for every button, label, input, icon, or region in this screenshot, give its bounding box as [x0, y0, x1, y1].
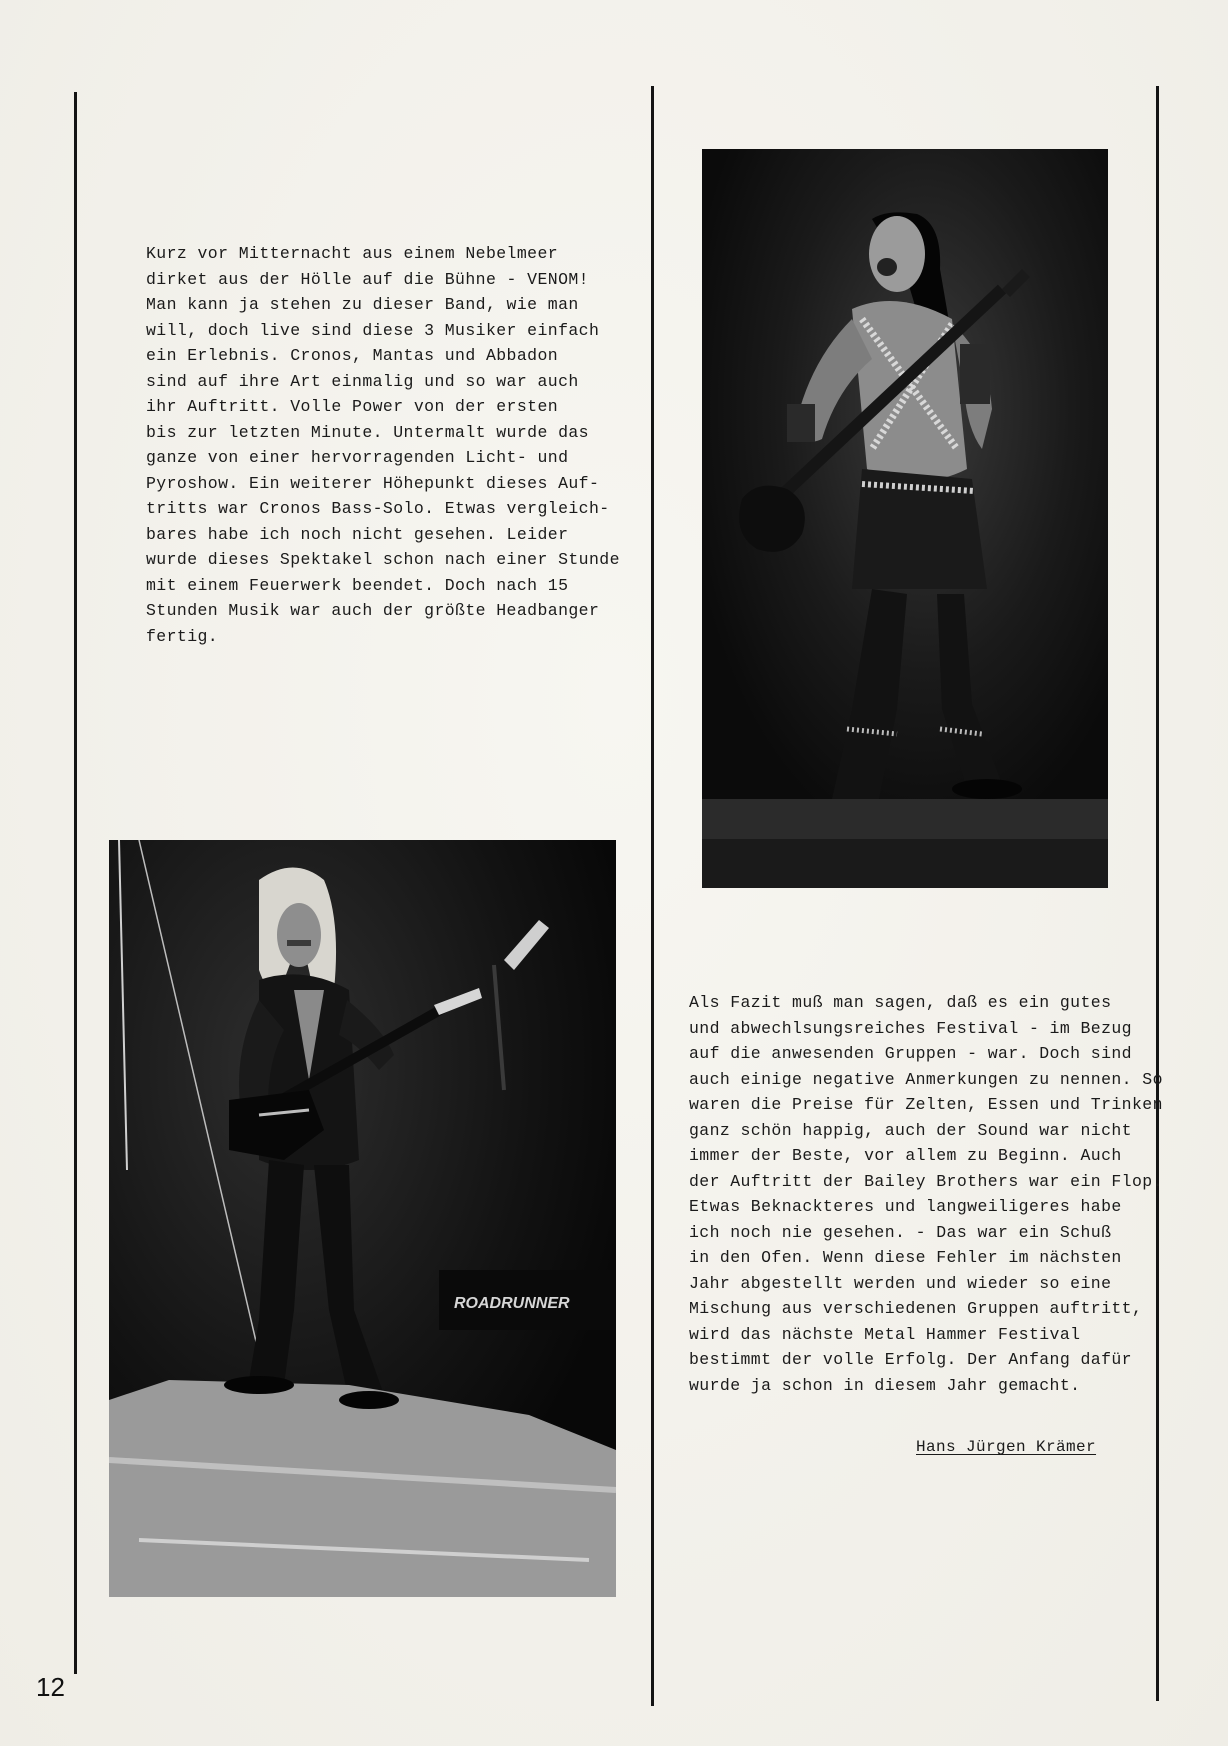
- guitarist-photo-image: [109, 840, 616, 1597]
- venom-paragraph-line: Kurz vor Mitternacht aus einem Nebelmeer: [146, 244, 559, 263]
- conclusion-paragraph-line: wird das nächste Metal Hammer Festival: [689, 1324, 1081, 1344]
- venom-paragraph-line: dirket aus der Hölle auf die Bühne - VENOM!: [146, 269, 589, 289]
- conclusion-paragraph-line: bestimmt der volle Erfolg. Der Anfang dafür: [689, 1350, 1132, 1369]
- conclusion-paragraph-line: Als Fazit muß man sagen, daß es ein gutes: [689, 993, 1112, 1012]
- conclusion-paragraph-line: Mischung aus verschiedenen Gruppen auftritt,: [689, 1299, 1143, 1318]
- page-number: 12: [36, 1672, 65, 1702]
- venom-paragraph-line: bares habe ich noch nicht gesehen. Leider: [146, 524, 569, 544]
- conclusion-paragraph-line: Jahr abgestellt werden und wieder so eine: [689, 1273, 1112, 1293]
- conclusion-paragraph-line: und abwechlsungsreiches Festival - im Bezug: [689, 1018, 1132, 1038]
- venom-paragraph-line: will, doch live sind diese 3 Musiker einfach: [146, 320, 600, 340]
- conclusion-paragraph-line: waren die Preise für Zelten, Essen und Trinken: [689, 1095, 1163, 1114]
- conclusion-paragraph-line: auch einige negative Anmerkungen zu nennen. So: [689, 1069, 1163, 1089]
- venom-paragraph-line: ganze von einer hervorragenden Licht- und: [146, 448, 569, 467]
- venom-paragraph-line: bis zur letzten Minute. Untermalt wurde das: [146, 422, 589, 442]
- venom-paragraph-line: fertig.: [146, 626, 219, 646]
- conclusion-paragraph: [689, 990, 1163, 1398]
- conclusion-paragraph-line: in den Ofen. Wenn diese Fehler im nächsten: [689, 1248, 1122, 1267]
- amp-label: ROADRUNNER: [454, 1295, 570, 1312]
- venom-paragraph: [146, 241, 620, 649]
- center-column-rule: [651, 86, 654, 1706]
- venom-paragraph-line: Stunden Musik war auch der größte Headbanger: [146, 601, 600, 620]
- conclusion-paragraph-line: Etwas Beknackteres und langweiligeres habe: [689, 1197, 1122, 1216]
- bassist-photo-image: [702, 149, 1108, 888]
- conclusion-paragraph-line: auf die anwesenden Gruppen - war. Doch sind: [689, 1044, 1132, 1063]
- right-column-rule: [1156, 86, 1159, 1701]
- venom-paragraph-line: tritts war Cronos Bass-Solo. Etwas vergleich-: [146, 499, 610, 518]
- venom-paragraph-line: ihr Auftritt. Volle Power von der ersten: [146, 397, 559, 416]
- venom-paragraph-line: Man kann ja stehen zu dieser Band, wie man: [146, 295, 579, 314]
- venom-paragraph-line: mit einem Feuerwerk beendet. Doch nach 15: [146, 575, 569, 595]
- venom-paragraph-line: ein Erlebnis. Cronos, Mantas und Abbadon: [146, 346, 559, 365]
- venom-paragraph-line: wurde dieses Spektakel schon nach einer Stunde: [146, 550, 620, 569]
- conclusion-paragraph-line: immer der Beste, vor allem zu Beginn. Auch: [689, 1146, 1122, 1165]
- left-column-rule: [74, 92, 77, 1674]
- venom-paragraph-line: Pyroshow. Ein weiterer Höhepunkt dieses Auf-: [146, 473, 600, 493]
- conclusion-paragraph-line: wurde ja schon in diesem Jahr gemacht.: [689, 1375, 1081, 1395]
- conclusion-paragraph-line: ich noch nie gesehen. - Das war ein Schuß: [689, 1222, 1112, 1242]
- photo-bassist-performing: [702, 149, 1108, 888]
- conclusion-paragraph-line: der Auftritt der Bailey Brothers war ein Flop.: [689, 1171, 1163, 1191]
- venom-paragraph-line: sind auf ihre Art einmalig und so war auch: [146, 371, 579, 391]
- photo-guitarist-performing: [109, 840, 616, 1597]
- author-signature: Hans Jürgen Krämer: [916, 1438, 1097, 1456]
- conclusion-paragraph-line: ganz schön happig, auch der Sound war nicht: [689, 1120, 1132, 1140]
